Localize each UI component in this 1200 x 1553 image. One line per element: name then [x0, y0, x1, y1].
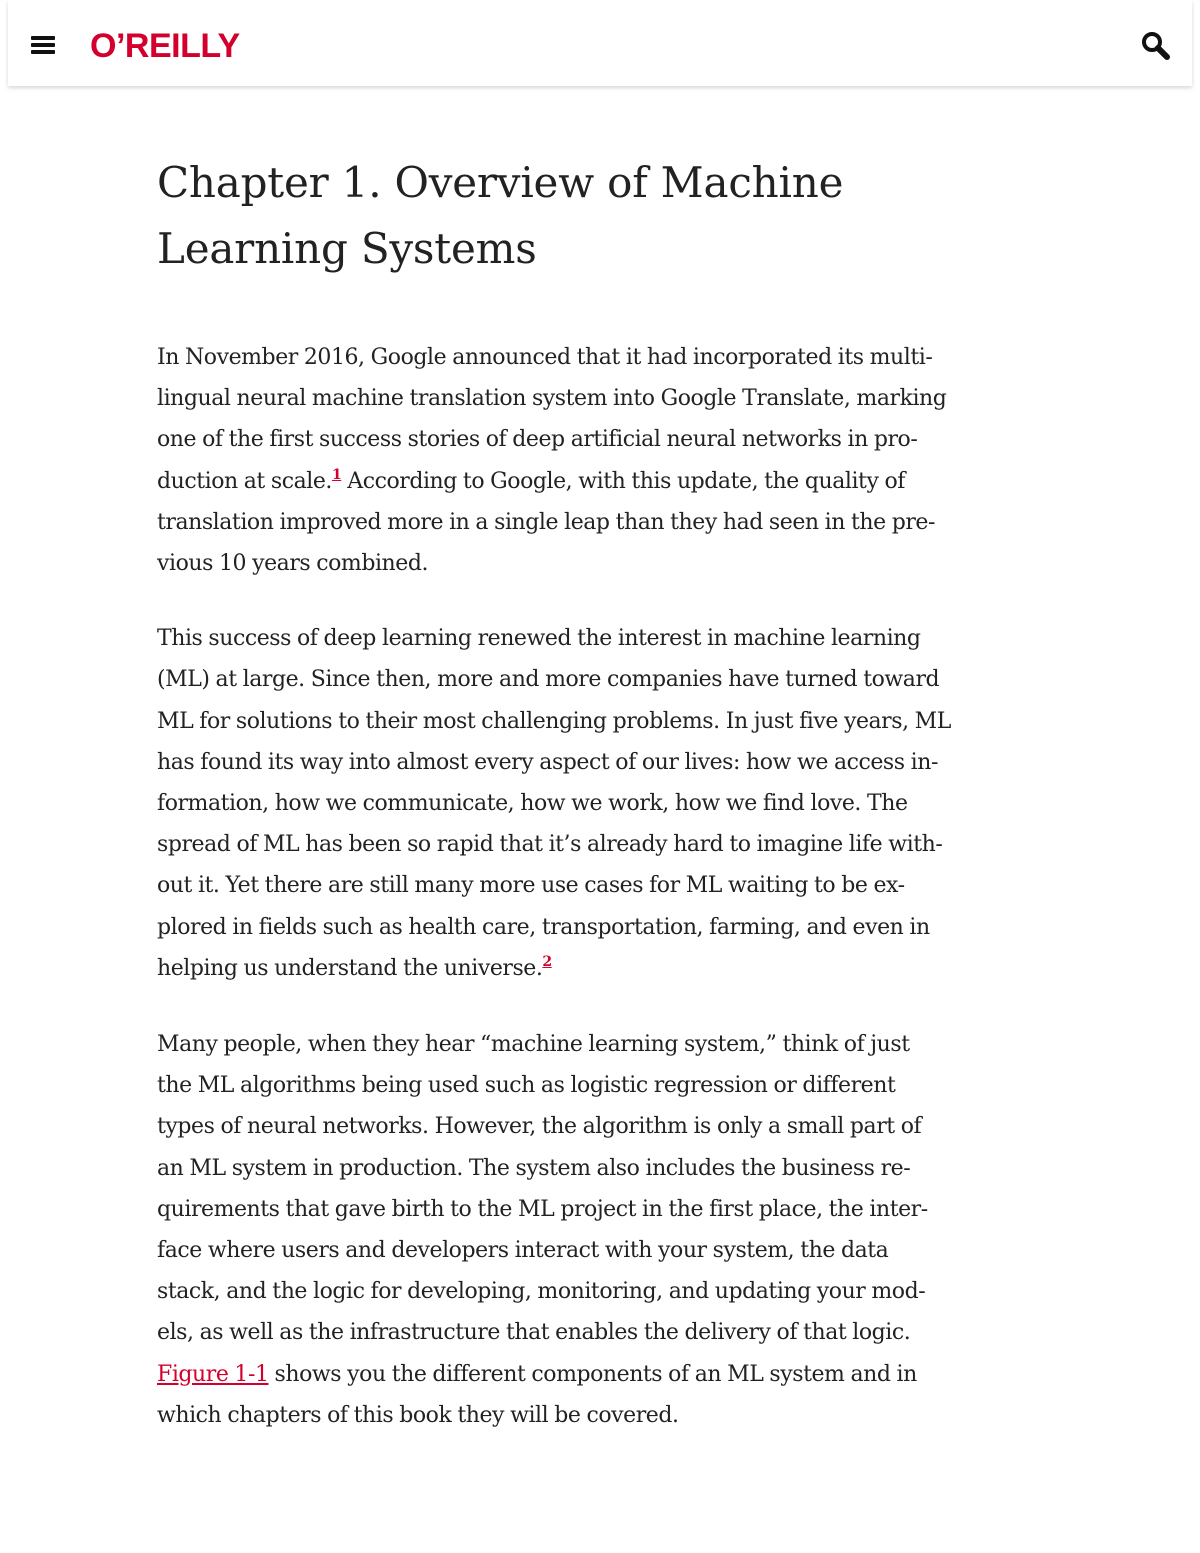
chapter-content [157, 150, 997, 1436]
text-line: stack, and the logic for developing, monitoring, and updating your mod- [157, 1279, 926, 1305]
chapter-title-line: Chapter 1. Overview of Machine [157, 158, 844, 207]
text-line: the ML algorithms being used such as logistic regression or different [157, 1073, 896, 1099]
text-line: an ML system in production. The system also includes the business re- [157, 1155, 911, 1181]
text-line: formation, how we communicate, how we work, how we find love. The [157, 791, 908, 817]
text-line: one of the first success stories of deep artificial neural networks in pro- [157, 427, 918, 453]
text-line: lingual neural machine translation system into Google Translate, marking [157, 386, 947, 412]
text-line: types of neural networks. However, the algorithm is only a small part of [157, 1114, 922, 1140]
text-line: This success of deep learning renewed the interest in machine learning [157, 626, 921, 652]
text-segment: duction at scale. [157, 468, 332, 494]
text-segment: helping us understand the universe. [157, 955, 543, 981]
chapter-title-line: Learning Systems [157, 224, 537, 273]
text-line: has found its way into almost every aspect of our lives: how we access in- [157, 749, 938, 775]
text-line: (ML) at large. Since then, more and more companies have turned toward [157, 667, 940, 693]
text-line [157, 948, 997, 989]
chapter-title [157, 150, 997, 282]
text-segment: shows you the different components of an ML system and in [268, 1361, 917, 1387]
text-line: In November 2016, Google announced that it had incorporated its multi- [157, 345, 933, 370]
text-line: out it. Yet there are still many more use cases for ML waiting to be ex- [157, 873, 905, 899]
text-line: plored in fields such as health care, transportation, farming, and even in [157, 914, 930, 940]
paragraph-ml-system [157, 1024, 997, 1436]
text-segment: According to Google, with this update, the quality of [341, 468, 905, 494]
text-line: spread of ML has been so rapid that it’s already hard to imagine life with- [157, 832, 943, 858]
text-line: face where users and developers interact with your system, the data [157, 1238, 889, 1264]
footnote-link-1[interactable]: 1 [331, 466, 342, 483]
text-line: Many people, when they hear “machine learning system,” think of just [157, 1032, 910, 1058]
figure-1-1-link[interactable]: Figure 1-1 [157, 1361, 269, 1387]
footnote-link-2[interactable]: 2 [542, 953, 552, 970]
text-line: translation improved more in a single leap than they had seen in the pre- [157, 509, 935, 535]
paragraph-intro [157, 337, 997, 584]
hamburger-menu-icon[interactable] [31, 34, 55, 56]
text-line: which chapters of this book they will be covered. [157, 1402, 679, 1428]
oreilly-logo[interactable]: O’REILLY [90, 27, 240, 65]
paragraph-deep-learning [157, 618, 997, 989]
search-icon[interactable] [1140, 30, 1172, 62]
top-navigation-bar [8, 0, 1192, 86]
text-line: quirements that gave birth to the ML project in the first place, the inter- [157, 1196, 928, 1222]
text-line: vious 10 years combined. [157, 551, 429, 577]
text-line [157, 1354, 997, 1395]
text-line: els, as well as the infrastructure that enables the delivery of that logic. [157, 1320, 911, 1346]
text-line [157, 461, 997, 502]
text-line: ML for solutions to their most challenging problems. In just five years, ML [157, 708, 951, 734]
